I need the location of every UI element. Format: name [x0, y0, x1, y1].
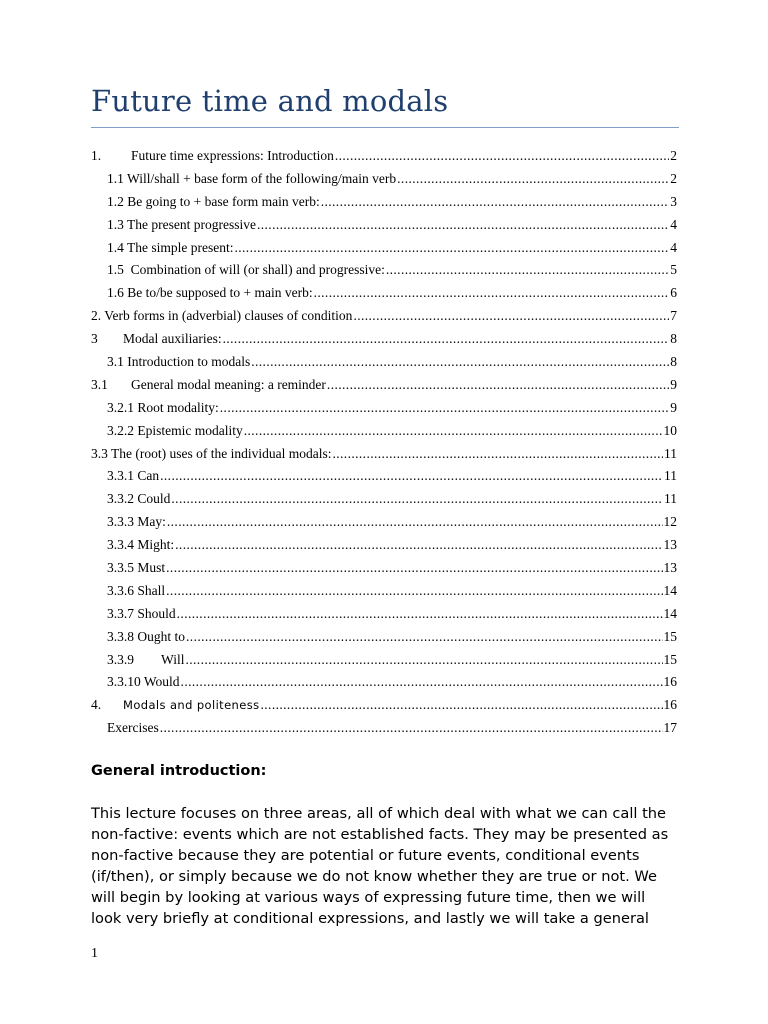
toc-entry-page: 8: [670, 331, 677, 347]
toc-leader: [171, 488, 663, 511]
page-number: 1: [91, 946, 98, 961]
toc-entry-label: 1.2 Be going to + base form main verb:: [107, 193, 320, 209]
toc-leader: [181, 671, 663, 694]
body-line: (if/then), or simply because we do not know whether they are true or not. We: [91, 867, 657, 885]
toc-entry-page: 3: [670, 193, 677, 209]
toc-leader: [257, 214, 669, 237]
toc-entry-page: 17: [663, 720, 677, 736]
toc-entry-label: 3.2.2 Epistemic modality: [107, 422, 243, 438]
toc-entry-label: 3.3.10 Would: [107, 674, 180, 690]
toc-entry-page: 12: [663, 514, 677, 530]
toc-entry-page: 2: [670, 148, 677, 163]
toc-entry[interactable]: [91, 717, 677, 740]
body-line: will begin by looking at various ways of expressing future time, then we will: [91, 888, 646, 906]
toc-entry[interactable]: [91, 511, 677, 534]
table-of-contents: [91, 145, 677, 740]
toc-entry-page: 10: [663, 422, 677, 438]
toc-entry-page: 13: [663, 560, 677, 576]
toc-entry[interactable]: [91, 603, 677, 626]
toc-leader: [353, 305, 669, 328]
toc-entry[interactable]: [91, 214, 677, 237]
toc-leader: [244, 420, 663, 443]
toc-entry-label: 2. Verb forms in (adverbial) clauses of condition: [91, 308, 353, 324]
toc-leader: [234, 237, 669, 260]
toc-entry[interactable]: [91, 671, 677, 694]
toc-leader: [186, 626, 662, 649]
toc-leader: [251, 351, 669, 374]
toc-entry-page: 7: [670, 308, 677, 324]
toc-entry-page: 13: [663, 537, 677, 553]
toc-leader: [160, 717, 663, 740]
toc-entry[interactable]: [91, 534, 677, 557]
toc-entry[interactable]: [91, 420, 677, 443]
toc-entry-label: 1.3 The present progressive: [107, 216, 256, 232]
toc-entry-label: Modal auxiliaries:: [123, 331, 222, 347]
toc-entry-label: 1.5 Combination of will (or shall) and progressive:: [107, 262, 385, 278]
toc-entry-label: 3.3.2 Could: [107, 491, 171, 507]
toc-entry-page: 14: [663, 582, 677, 598]
toc-entry-page: 11: [664, 491, 677, 507]
toc-entry-page: 5: [670, 262, 677, 278]
toc-entry[interactable]: [91, 488, 677, 511]
toc-entry[interactable]: [91, 580, 677, 603]
toc-entry[interactable]: [91, 443, 677, 466]
toc-entry-label: 3.3.6 Shall: [107, 582, 166, 598]
toc-entry-page: 15: [663, 651, 677, 667]
toc-leader: [327, 374, 669, 397]
toc-entry-number: 3.3.9: [107, 651, 134, 667]
toc-entry[interactable]: [91, 191, 677, 214]
toc-entry-page: 4: [670, 239, 677, 255]
document-title: Future time and modals: [91, 84, 449, 118]
toc-entry-label: 3.3.7 Should: [107, 605, 176, 621]
toc-entry-number: 3: [91, 331, 98, 347]
toc-entry-page: 11: [664, 445, 677, 461]
toc-entry-label: 3.3.1 Can: [107, 468, 160, 484]
body-line: non-factive because they are potential or future events, conditional events: [91, 846, 640, 864]
toc-entry-label: Exercises: [107, 720, 159, 736]
title-underline: [91, 127, 679, 128]
toc-leader: [185, 649, 662, 672]
toc-entry[interactable]: [91, 259, 677, 282]
toc-leader: [314, 282, 670, 305]
toc-leader: [321, 191, 670, 214]
toc-entry-page: 11: [664, 468, 677, 484]
toc-entry[interactable]: [91, 465, 677, 488]
toc-leader: [160, 465, 663, 488]
toc-entry-label: 3.3 The (root) uses of the individual modals:: [91, 445, 332, 461]
toc-entry[interactable]: [91, 557, 677, 580]
toc-leader: [332, 443, 663, 466]
toc-entry[interactable]: [91, 305, 677, 328]
toc-entry-page: 9: [670, 376, 677, 392]
toc-entry-label: 3.3.3 May:: [107, 514, 166, 530]
toc-leader: [177, 603, 663, 626]
toc-leader: [397, 168, 669, 191]
toc-entry-label: General modal meaning: a reminder: [131, 376, 326, 392]
toc-entry-number: 4.: [91, 697, 102, 713]
toc-entry-label: 3.2.1 Root modality:: [107, 399, 219, 415]
toc-entry-page: 15: [663, 628, 677, 644]
toc-entry-label: 1.6 Be to/be supposed to + main verb:: [107, 285, 313, 301]
toc-entry-page: 9: [670, 399, 677, 415]
body-paragraph: [91, 804, 681, 929]
toc-entry-number: 3.1: [91, 376, 108, 392]
toc-leader: [335, 145, 669, 168]
toc-entry-label: Future time expressions: Introduction: [131, 148, 334, 163]
toc-entry[interactable]: [91, 145, 677, 168]
toc-entry[interactable]: [91, 397, 677, 420]
toc-entry[interactable]: [91, 649, 677, 672]
toc-entry-page: 16: [663, 674, 677, 690]
toc-leader: [386, 259, 669, 282]
toc-leader: [223, 328, 670, 351]
toc-entry-number: 1.: [91, 148, 102, 163]
toc-leader: [220, 397, 669, 420]
toc-entry-page: 8: [670, 354, 677, 370]
toc-entry-page: 14: [663, 605, 677, 621]
toc-leader: [167, 511, 663, 534]
toc-entry[interactable]: [91, 626, 677, 649]
toc-entry-page: 2: [670, 170, 677, 186]
toc-entry-label: 3.3.4 Might:: [107, 537, 175, 553]
toc-entry-label: Modals and politeness: [123, 698, 260, 713]
toc-entry[interactable]: [91, 374, 677, 397]
toc-entry-label: 3.3.5 Must: [107, 560, 166, 576]
toc-entry-label: 1.1 Will/shall + base form of the following/main verb: [107, 170, 397, 186]
toc-leader: [166, 580, 662, 603]
toc-entry[interactable]: [91, 282, 677, 305]
toc-entry[interactable]: [91, 694, 677, 717]
toc-entry[interactable]: [91, 351, 677, 374]
section-heading: General introduction:: [91, 763, 267, 779]
toc-entry[interactable]: [91, 168, 677, 191]
body-line: look very briefly at conditional expressions, and lastly we will take a general: [91, 909, 649, 927]
toc-entry-label: 3.3.8 Ought to: [107, 628, 186, 644]
toc-leader: [261, 694, 663, 717]
toc-entry-page: 16: [663, 697, 677, 713]
toc-entry[interactable]: [91, 328, 677, 351]
toc-leader: [175, 534, 662, 557]
body-line: This lecture focuses on three areas, all of which deal with what we can call the: [91, 805, 667, 822]
toc-entry-label: Will: [161, 651, 185, 667]
toc-entry-page: 6: [670, 285, 677, 301]
toc-entry[interactable]: [91, 237, 677, 260]
body-line: non-factive: events which are not established facts. They may be presented as: [91, 825, 669, 843]
toc-entry-label: 1.4 The simple present:: [107, 239, 234, 255]
toc-entry-page: 4: [670, 216, 677, 232]
toc-entry-label: 3.1 Introduction to modals: [107, 354, 251, 370]
toc-leader: [166, 557, 662, 580]
